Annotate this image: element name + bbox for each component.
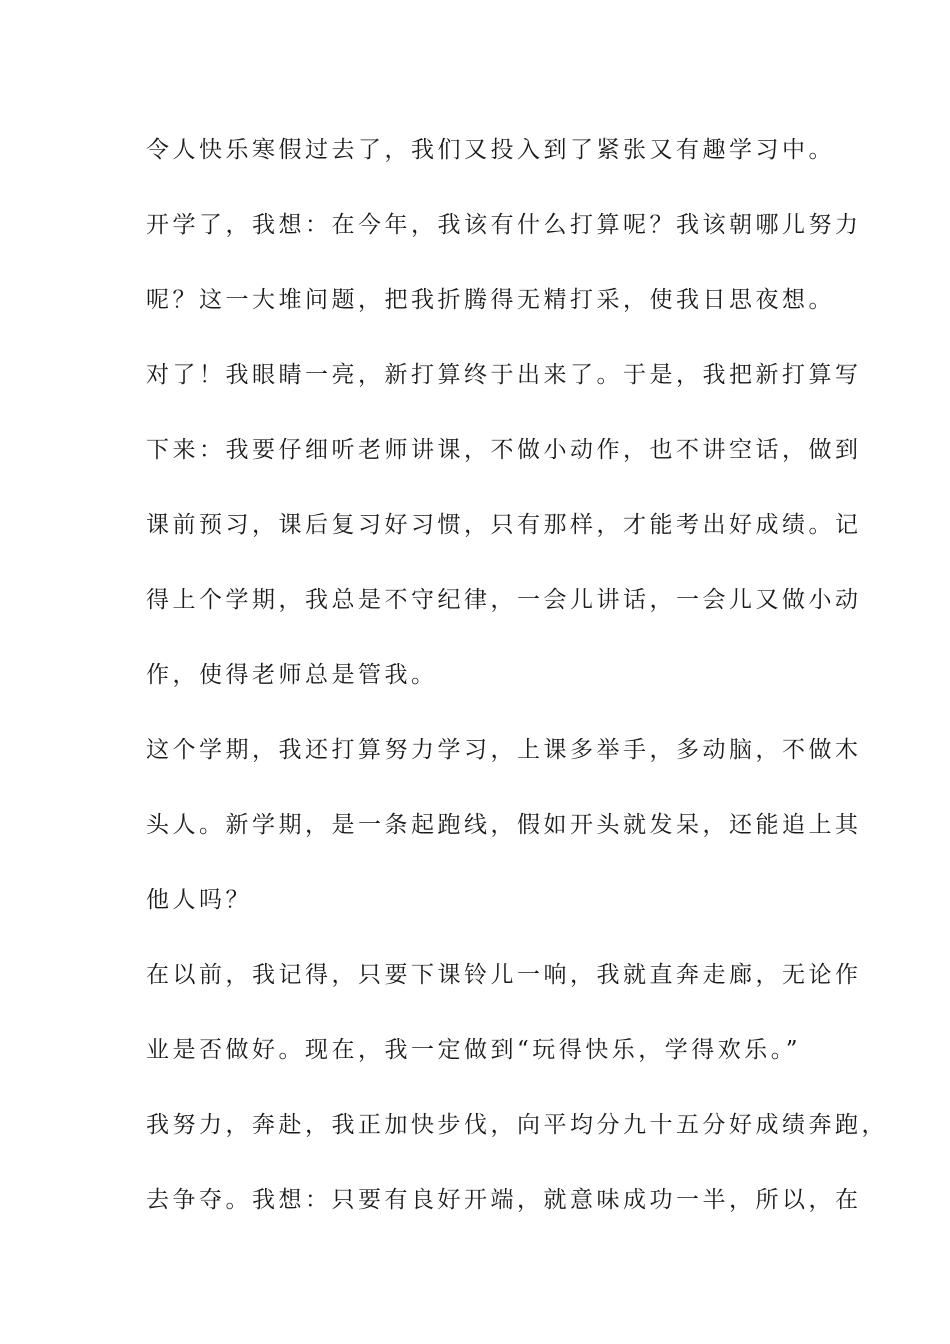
- text-line: 业是否做好。现在，我一定做到“玩得快乐，学得欢乐。”: [146, 1037, 802, 1063]
- text-line: 作，使得老师总是管我。: [146, 662, 438, 688]
- text-line: 这个学期，我还打算努力学习，上课多举手，多动脑，不做木: [146, 737, 862, 763]
- text-line: 在以前，我记得，只要下课铃儿一响，我就直奔走廊，无论作: [146, 962, 862, 988]
- text-line: 下来：我要仔细听老师讲课，不做小动作，也不讲空话，做到: [146, 437, 862, 463]
- text-line: 头人。新学期，是一条起跑线，假如开头就发呆，还能追上其: [146, 812, 862, 838]
- text-line: 他人吗？: [146, 887, 252, 913]
- text-line: 令人快乐寒假过去了，我们又投入到了紧张又有趣学习中。: [146, 137, 835, 163]
- text-line: 我努力，奔赴，我正加快步伐，向平均分九十五分好成绩奔跑，: [146, 1112, 888, 1138]
- text-line: 开学了，我想：在今年，我该有什么打算呢？我该朝哪儿努力: [146, 212, 862, 238]
- text-line: 课前预习，课后复习好习惯，只有那样，才能考出好成绩。记: [146, 512, 862, 538]
- text-line: 去争夺。我想：只要有良好开端，就意味成功一半，所以，在: [146, 1187, 862, 1213]
- text-line: 得上个学期，我总是不守纪律，一会儿讲话，一会儿又做小动: [146, 587, 862, 613]
- text-line: 呢？这一大堆问题，把我折腾得无精打采，使我日思夜想。: [146, 287, 835, 313]
- text-line: 对了！我眼睛一亮，新打算终于出来了。于是，我把新打算写: [146, 362, 862, 388]
